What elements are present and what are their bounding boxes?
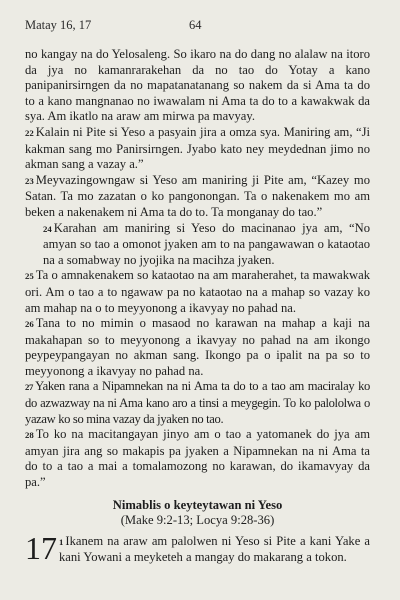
cross-references: (Make 9:2-13; Locya 9:28-36) (120, 512, 275, 527)
verse-22 (25, 125, 370, 173)
verse-number: 24 (43, 223, 52, 234)
scripture-text (25, 47, 370, 491)
chapter-17 (25, 529, 370, 566)
verse-26 (25, 316, 370, 379)
verse-27 (25, 379, 370, 427)
paragraph-continuation (25, 47, 370, 125)
page-number: 64 (189, 18, 202, 32)
verse-28 (25, 427, 370, 490)
verse-text: Ikanem na araw am palolwen ni Yeso si Pite a kani Yake a kani Yowani a meyketeh a mangay do makarang a tokon. (59, 533, 370, 565)
verse-23 (25, 173, 370, 221)
verse-number: 25 (25, 271, 34, 282)
verse-number: 26 (25, 319, 34, 330)
verse-number: 28 (25, 430, 34, 441)
verse-number: 27 (25, 382, 34, 393)
verse-text: Tana to no mimin o masaod no karawan na mahap a kaji na makahapan so to meyyonong a ikavyay no pahad na am ikongo peypeypangayan no akman sang. Ikongo pa o ipalit na pa so to meyyonong a ikavyay no pahad na. (25, 316, 370, 378)
verse-text: Meyvazingowngaw si Yeso am maniring ji Pite am, “Kazey mo Satan. Ta mo zazatan o ko pangonongan. Ta o nakenakem mo am beken a nakenakem ni Ama ta do to. Ta monganay do tao.” (25, 172, 370, 219)
verse-text: Kalain ni Pite si Yeso a pasyain jira a omza sya. Maniring am, “Ji kakman sang mo Panirsirngen. Jyabo kato ney meydednan jimo no akman sang a vazay a.” (25, 124, 370, 172)
verse-1 (25, 529, 370, 566)
verse-24 (25, 221, 370, 269)
verse-25 (25, 268, 370, 316)
verse-number: 23 (25, 175, 34, 186)
verse-text: To ko na macitangayan jinyo am o tao a yatomanek do jya am amyan jira ang so makapis pa jyaken a Nipamnekan na ni Ama ta do to a tao a mai a tomalamozong no karawan, do ikamavyay da pa.” (25, 427, 370, 490)
chapter-number: 17 (25, 529, 57, 566)
running-head (25, 18, 370, 38)
book-chapter-header: Matay 16, 17 (25, 18, 92, 32)
verse-text: Karahan am maniring si Yeso do macinanao jya am, “No amyan so tao a omonot jyaken am to na pangawawan o kataotao na a somabway no jyojika na macihza jyaken. (43, 220, 370, 267)
verse-text: Yaken rana a Nipamnekan na ni Ama ta do to a tao am maciralay ko do azwazway na ni Ama kano aro a tinsi a meygegin. To ko palololwa o yazaw ko so mina vazay da jyaken no tao. (25, 379, 370, 426)
verse-number: 22 (25, 127, 34, 138)
verse-number: 1 (59, 536, 64, 547)
verse-text: Ta o amnakenakem so kataotao na am maraherahet, ta mawakwak ori. Am o tao a to ngawaw pa no kataotao na a mahap so vazay ko am mahap na o to meyyonong a ikavyay no pahad na. (25, 268, 370, 315)
section-heading: Nimablis o keyteytawan ni Yeso (112, 497, 283, 512)
verse-text: no kangay na do Yelosaleng. So ikaro na do dang no alalaw na itoro da jya no kamanrarakehan da no tao do Yotay a kano panipanirsirngen da no mapatanatanang so nakem da si Ama ta do to a kano mangnanao no iwawalam ni Ama ta do to a kawakwak da sya. Am ikatlo na araw am mirwa pa mavyay. (25, 47, 370, 124)
